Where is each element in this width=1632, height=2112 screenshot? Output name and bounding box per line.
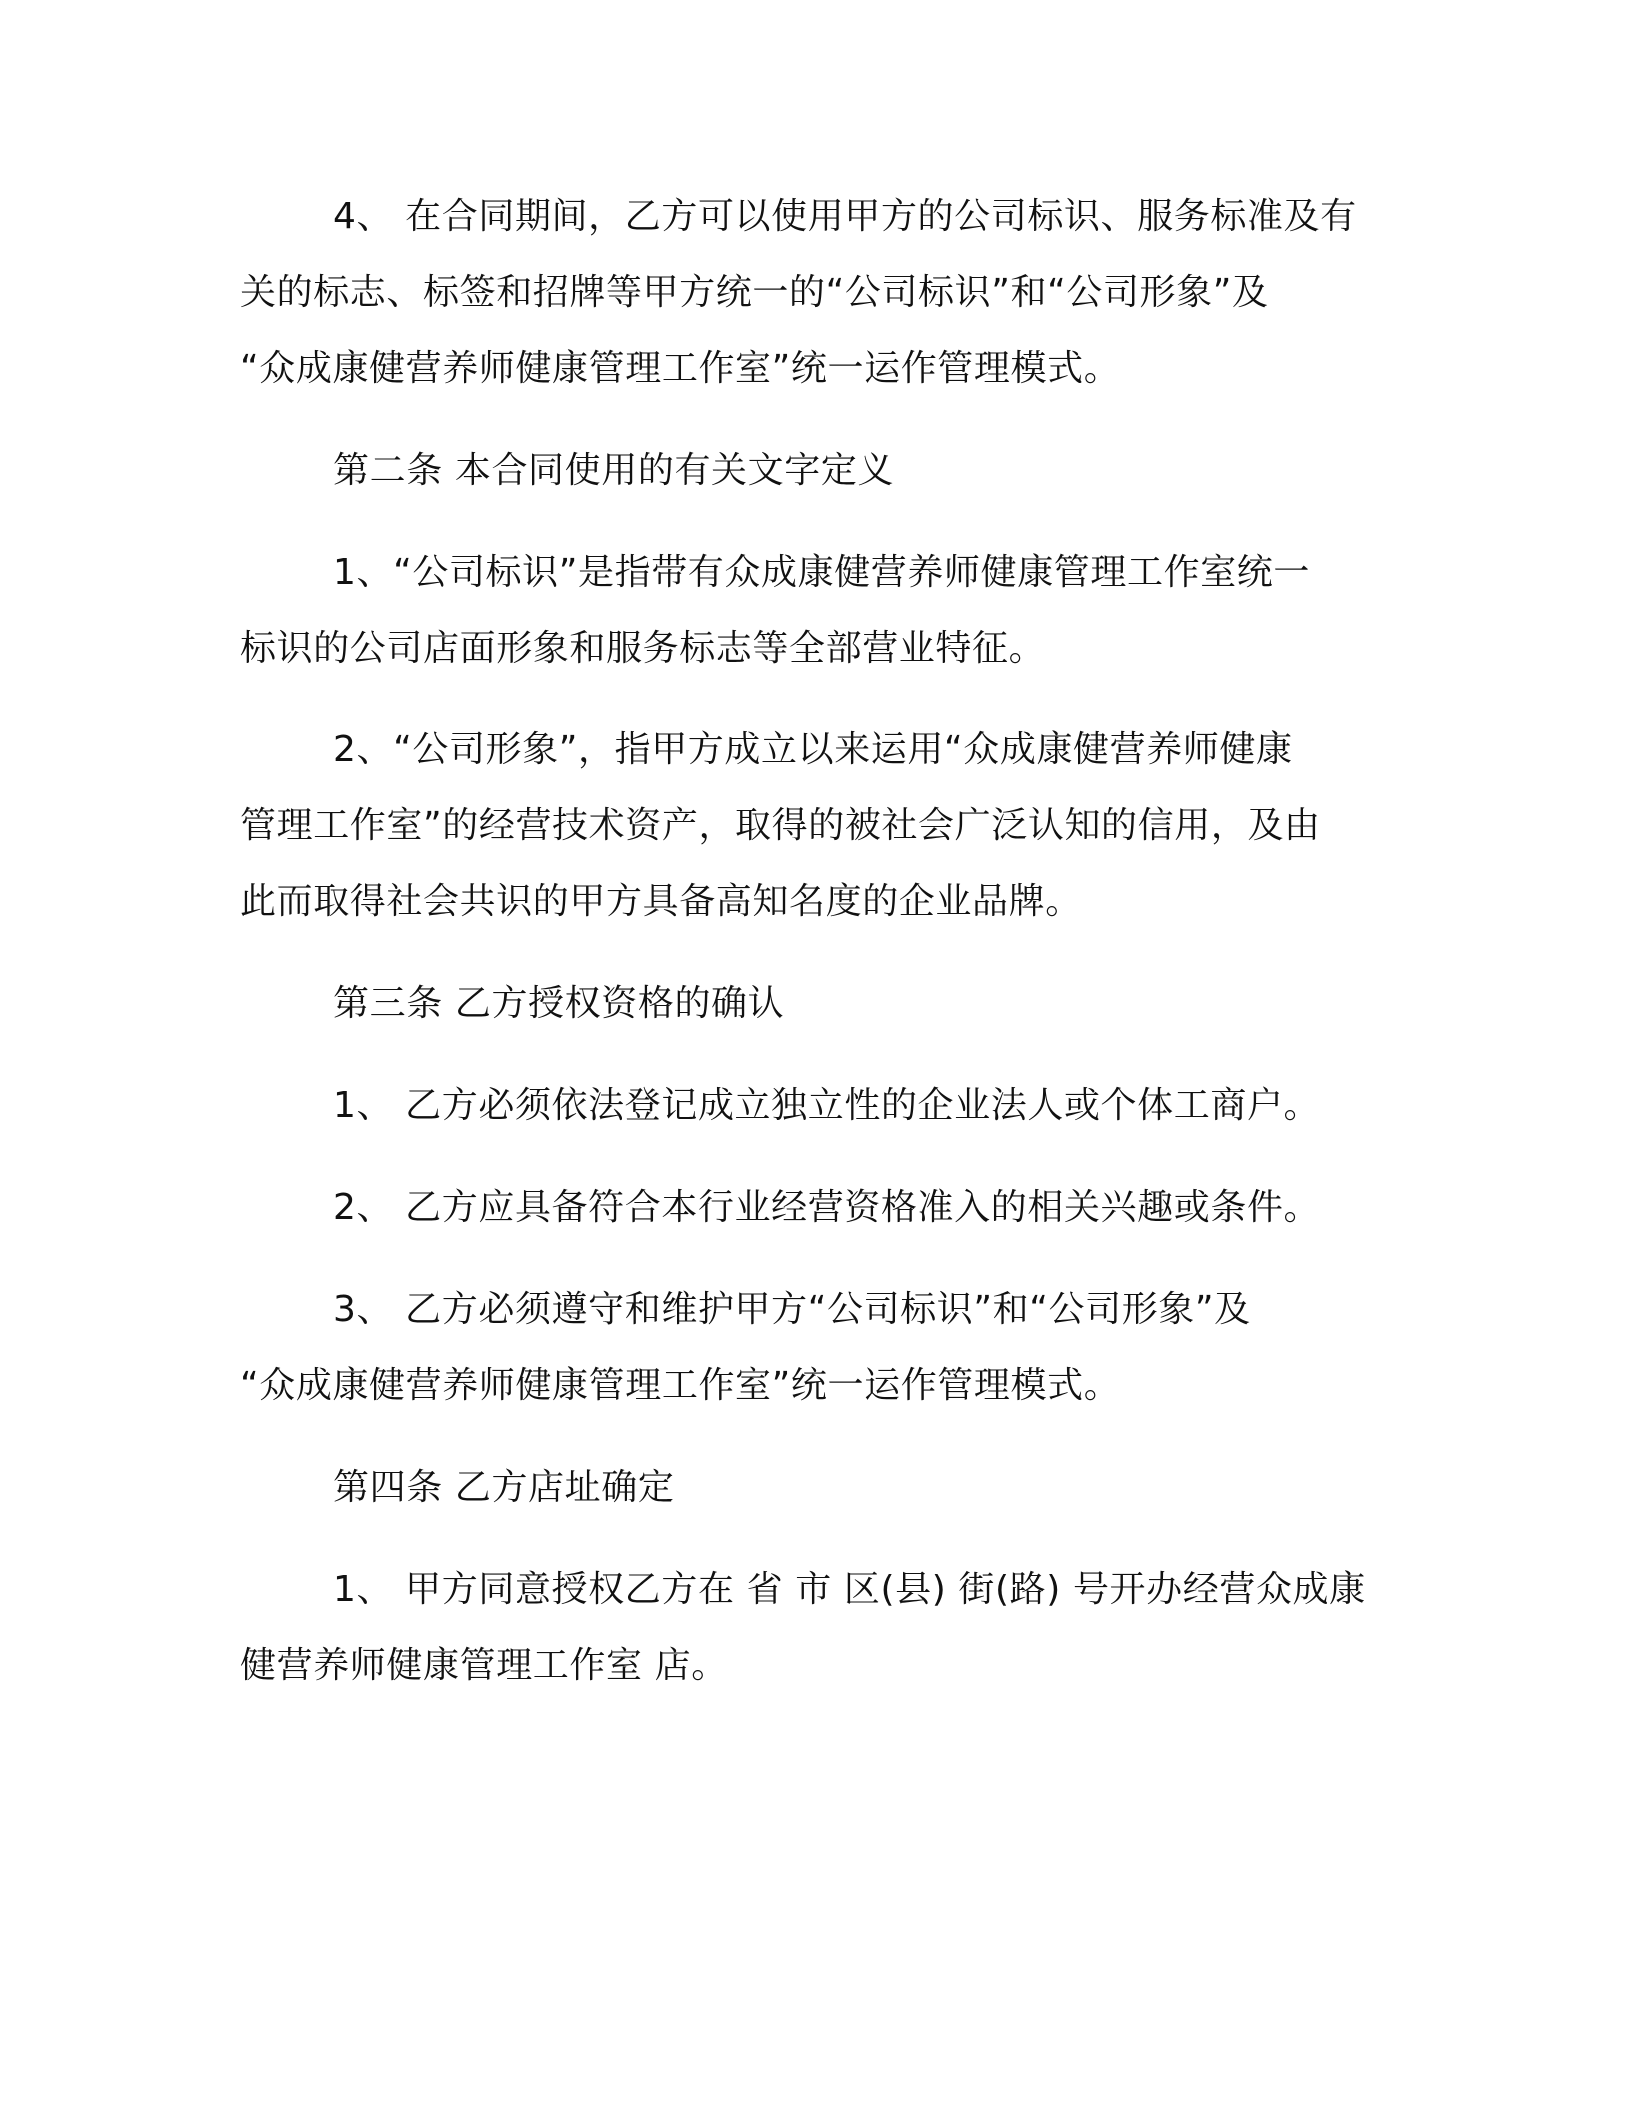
article-2-item-1-line-1: 1、“公司标识”是指带有众成康健营养师健康管理工作室统一 [333, 552, 1311, 593]
article-4-heading: 第四条 乙方店址确定 [333, 1467, 675, 1508]
article-3-item-3-line-1: 3、 乙方必须遵守和维护甲方“公司标识”和“公司形象”及 [333, 1289, 1251, 1330]
article-3-item-3-line-2: “众成康健营养师健康管理工作室”统一运作管理模式。 [240, 1365, 1121, 1406]
article-2-item-1-line-2: 标识的公司店面形象和服务标志等全部营业特征。 [240, 628, 1046, 669]
article-3-item-1: 1、 乙方必须依法登记成立独立性的企业法人或个体工商户。 [333, 1085, 1321, 1126]
clause-item-4-line-3: “众成康健营养师健康管理工作室”统一运作管理模式。 [240, 348, 1121, 389]
article-2-item-2-line-2: 管理工作室”的经营技术资产，取得的被社会广泛认知的信用，及由 [240, 805, 1321, 846]
article-3-heading: 第三条 乙方授权资格的确认 [333, 983, 785, 1024]
article-2-heading: 第二条 本合同使用的有关文字定义 [333, 450, 895, 491]
article-3-item-2: 2、 乙方应具备符合本行业经营资格准入的相关兴趣或条件。 [333, 1187, 1321, 1228]
article-4-item-1-line-2: 健营养师健康管理工作室 店。 [240, 1645, 728, 1686]
clause-item-4-line-1: 4、 在合同期间，乙方可以使用甲方的公司标识、服务标准及有 [333, 196, 1357, 237]
article-2-item-2-line-3: 此而取得社会共识的甲方具备高知名度的企业品牌。 [240, 881, 1082, 922]
article-2-item-2-line-1: 2、“公司形象”，指甲方成立以来运用“众成康健营养师健康 [333, 729, 1293, 770]
article-4-item-1-line-1: 1、 甲方同意授权乙方在 省 市 区(县) 街(路) 号开办经营众成康 [333, 1569, 1366, 1610]
clause-item-4-line-2: 关的标志、标签和招牌等甲方统一的“公司标识”和“公司形象”及 [240, 272, 1269, 313]
